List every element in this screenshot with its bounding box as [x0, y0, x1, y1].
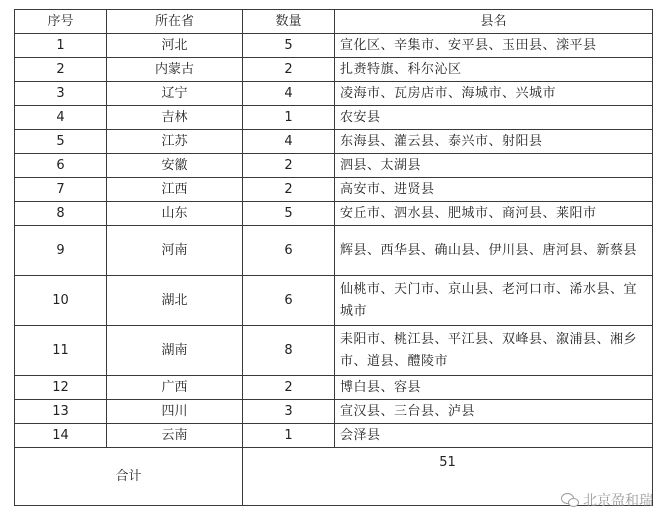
row-count: 5 [243, 34, 335, 58]
row-no: 9 [15, 226, 107, 276]
row-counties: 泗县、太湖县 [335, 154, 653, 178]
table-row [15, 82, 653, 106]
row-count: 6 [243, 226, 335, 276]
wechat-icon [561, 493, 579, 507]
row-counties: 安丘市、泗水县、肥城市、商河县、莱阳市 [335, 202, 653, 226]
total-row [15, 448, 653, 506]
row-count: 2 [243, 58, 335, 82]
row-province: 江西 [107, 178, 243, 202]
row-no: 7 [15, 178, 107, 202]
header-row [15, 10, 653, 34]
table-row [15, 376, 653, 400]
row-counties: 凌海市、瓦房店市、海城市、兴城市 [335, 82, 653, 106]
row-counties: 辉县、西华县、确山县、伊川县、唐河县、新蔡县 [335, 226, 653, 276]
row-no: 5 [15, 130, 107, 154]
row-no: 8 [15, 202, 107, 226]
row-province: 内蒙古 [107, 58, 243, 82]
row-province: 河南 [107, 226, 243, 276]
total-label: 合计 [15, 448, 243, 506]
row-counties: 耒阳市、桃江县、平江县、双峰县、溆浦县、湘乡市、道县、醴陵市 [335, 326, 653, 376]
row-no: 14 [15, 424, 107, 448]
row-count: 4 [243, 82, 335, 106]
row-province: 安徽 [107, 154, 243, 178]
row-province: 山东 [107, 202, 243, 226]
header-count: 数量 [243, 10, 335, 34]
table-row [15, 400, 653, 424]
header-province: 所在省 [107, 10, 243, 34]
row-counties: 东海县、灌云县、泰兴市、射阳县 [335, 130, 653, 154]
table-row [15, 58, 653, 82]
row-counties: 扎赉特旗、科尔沁区 [335, 58, 653, 82]
row-province: 吉林 [107, 106, 243, 130]
table-row [15, 276, 653, 326]
row-count: 2 [243, 376, 335, 400]
row-no: 10 [15, 276, 107, 326]
row-no: 6 [15, 154, 107, 178]
row-counties: 宣化区、辛集市、安平县、玉田县、滦平县 [335, 34, 653, 58]
row-count: 2 [243, 178, 335, 202]
header-no: 序号 [15, 10, 107, 34]
row-no: 2 [15, 58, 107, 82]
table-row [15, 130, 653, 154]
row-no: 12 [15, 376, 107, 400]
row-count: 5 [243, 202, 335, 226]
row-province: 湖北 [107, 276, 243, 326]
row-no: 4 [15, 106, 107, 130]
row-province: 河北 [107, 34, 243, 58]
row-count: 1 [243, 106, 335, 130]
row-counties: 会泽县 [335, 424, 653, 448]
row-counties: 博白县、容县 [335, 376, 653, 400]
watermark-text: 北京盈和瑞 [583, 493, 653, 509]
watermark [561, 490, 653, 510]
row-count: 2 [243, 154, 335, 178]
table-body [15, 34, 653, 506]
row-province: 江苏 [107, 130, 243, 154]
row-counties: 高安市、进贤县 [335, 178, 653, 202]
total-value: 51 [243, 448, 653, 506]
row-province: 辽宁 [107, 82, 243, 106]
row-count: 8 [243, 326, 335, 376]
table-row [15, 326, 653, 376]
table-row [15, 34, 653, 58]
row-no: 3 [15, 82, 107, 106]
table-row [15, 202, 653, 226]
row-province: 四川 [107, 400, 243, 424]
table-row [15, 226, 653, 276]
row-no: 13 [15, 400, 107, 424]
row-province: 云南 [107, 424, 243, 448]
row-counties: 仙桃市、天门市、京山县、老河口市、浠水县、宜城市 [335, 276, 653, 326]
row-province: 湖南 [107, 326, 243, 376]
table-row [15, 154, 653, 178]
row-counties: 农安县 [335, 106, 653, 130]
table-row [15, 178, 653, 202]
table-wrapper [14, 9, 653, 506]
row-no: 11 [15, 326, 107, 376]
table-row [15, 106, 653, 130]
row-count: 1 [243, 424, 335, 448]
row-count: 3 [243, 400, 335, 424]
county-table [14, 9, 653, 506]
row-no: 1 [15, 34, 107, 58]
table-row [15, 424, 653, 448]
row-province: 广西 [107, 376, 243, 400]
row-count: 6 [243, 276, 335, 326]
row-count: 4 [243, 130, 335, 154]
header-counties: 县名 [335, 10, 653, 34]
row-counties: 宣汉县、三台县、泸县 [335, 400, 653, 424]
